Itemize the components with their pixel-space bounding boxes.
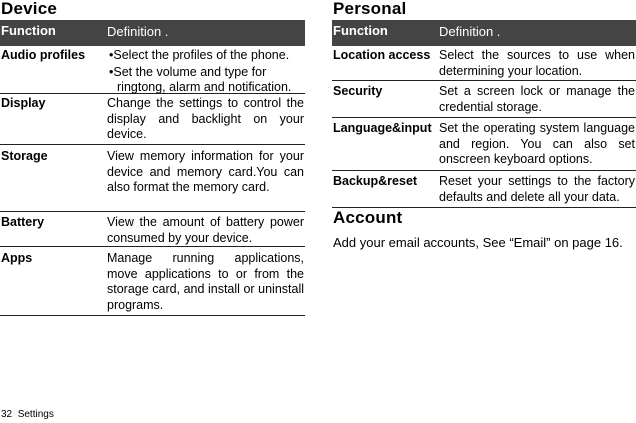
table-row [332, 81, 636, 118]
personal-table [332, 20, 636, 208]
account-text: Add your email accounts, See “Email” on page 16. [333, 235, 623, 250]
function-name: Security [333, 84, 383, 98]
function-definition: View the amount of battery power consumed by your device. [107, 215, 304, 245]
account-heading: Account [333, 208, 403, 227]
page-footer [1, 409, 54, 420]
table-row [332, 46, 636, 81]
table-row [332, 118, 636, 171]
table-row [0, 145, 305, 212]
bullet-item: •Set the volume and type for ringtong, alarm and notification. [109, 64, 292, 94]
table-row [0, 212, 305, 247]
function-definition: Set a screen lock or manage the credential storage. [439, 84, 635, 114]
function-definition: View memory information for your device and memory card.You can also format the memory card. [107, 149, 304, 194]
device-heading: Device [1, 0, 58, 18]
function-column-header: Function [1, 23, 56, 38]
function-definition: Set the operating system language and region. You can also set onscreen keyboard options. [439, 121, 635, 166]
bullet-item: •Select the profiles of the phone. [109, 48, 290, 62]
page-number: 32 [1, 409, 13, 420]
table-row [0, 94, 305, 145]
function-column-header: Function [333, 23, 388, 38]
table-row [332, 171, 636, 208]
personal-table-header [332, 20, 636, 46]
function-name: Apps [1, 251, 33, 265]
function-definition [109, 48, 306, 96]
function-definition: Manage running applications, move applications to or from the storage card, and install or uninstall programs. [107, 251, 304, 312]
device-table [0, 20, 305, 316]
function-definition: Change the settings to control the display and backlight on your device. [107, 96, 304, 141]
personal-heading: Personal [333, 0, 407, 18]
function-name: Battery [1, 215, 45, 229]
table-row [0, 46, 305, 94]
function-name: Location access [333, 48, 431, 62]
device-table-header [0, 20, 305, 46]
function-definition: Select the sources to use when determining your location. [439, 48, 635, 78]
function-name: Storage [1, 149, 48, 163]
function-definition: Reset your settings to the factory defaults and delete all your data. [439, 174, 635, 204]
definition-column-header: Definition . [439, 24, 501, 39]
function-name: Backup&reset [333, 174, 418, 188]
section-label: Settings [17, 409, 54, 420]
table-row [0, 247, 305, 316]
function-name: Audio profiles [1, 48, 86, 62]
function-name: Language&input [333, 121, 432, 135]
definition-column-header: Definition . [107, 24, 169, 39]
function-name: Display [1, 96, 46, 110]
